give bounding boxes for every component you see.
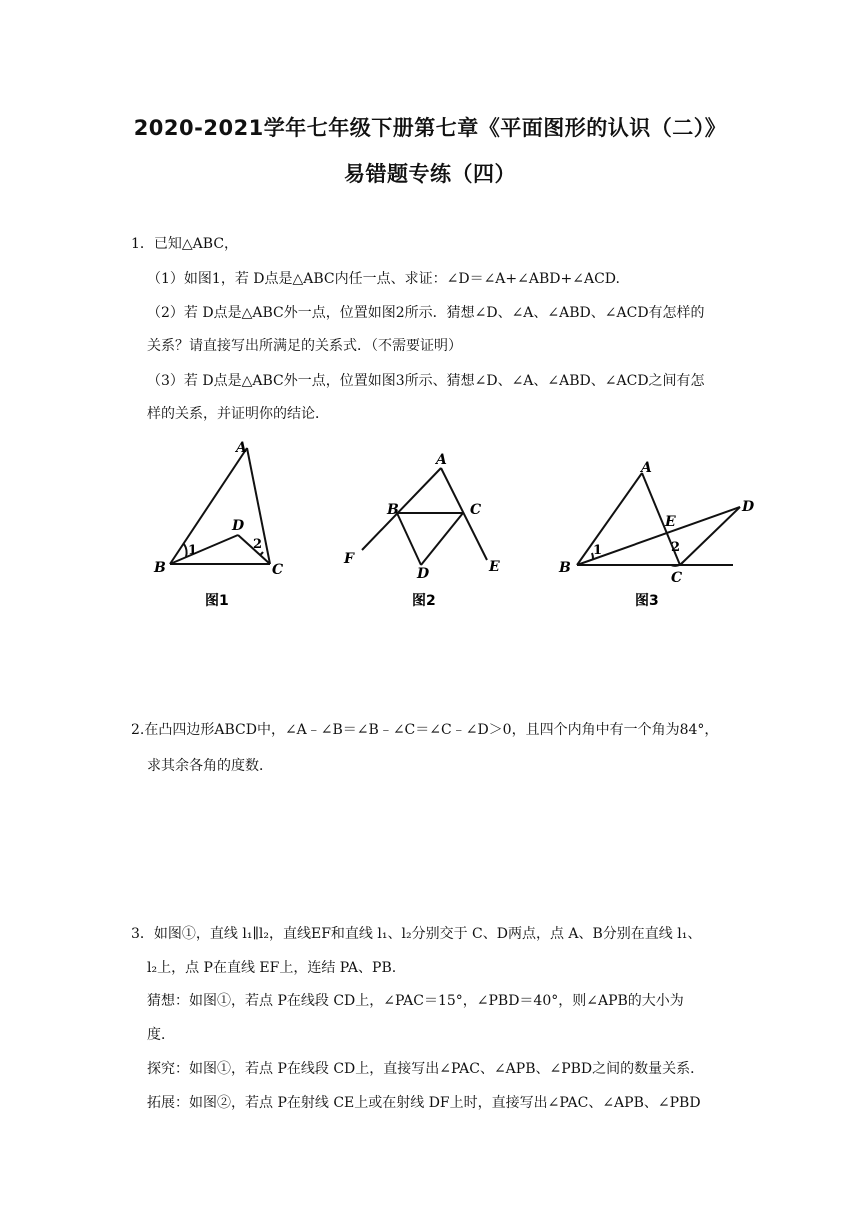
q3-explore: 探究：如图①，若点 P在线段 CD上，直接写出∠PAC、∠APB、∠PBD之间的数量关系． xyxy=(147,1061,705,1077)
q3-guess-unit: 度． xyxy=(147,1027,175,1043)
fig3-label-B: B xyxy=(559,560,571,576)
fig3-caption: 图3 xyxy=(635,593,659,609)
q1-part2-line1: （2）若 D点是△ABC外一点，位置如图2所示．猜想∠D、∠A、∠ABD、∠ACD有怎样的 xyxy=(147,305,705,321)
fig3-label-A: A xyxy=(641,460,652,476)
fig2-label-D: D xyxy=(417,566,430,582)
q1-part3-line1: （3）若 D点是△ABC外一点，位置如图3所示、猜想∠D、∠A、∠ABD、∠ACD之间有怎 xyxy=(147,373,705,389)
fig1-label-B: B xyxy=(154,560,166,576)
q2-line2: 求其余各角的度数． xyxy=(147,758,273,774)
fig1-angle-2: 2 xyxy=(253,537,263,552)
q2-line1: 2.在凸四边形ABCD中，∠A﹣∠B＝∠B﹣∠C＝∠C﹣∠D＞0，且四个内角中有一个角为84°， xyxy=(131,722,719,738)
figure-3 xyxy=(555,455,765,620)
page-title-line1: 2020-2021学年七年级下册第七章《平面图形的认识（二）》 xyxy=(133,116,727,140)
fig3-label-C: C xyxy=(671,570,683,586)
fig1-caption: 图1 xyxy=(205,593,229,609)
fig1-label-C: C xyxy=(272,562,284,578)
q1-intro: 1．已知△ABC， xyxy=(131,236,239,252)
q3-line2: l₂上，点 P在直线 EF上，连结 PA、PB. xyxy=(147,960,397,976)
fig2-label-F: F xyxy=(344,551,354,567)
q1-part1: （1）如图1，若 D点是△ABC内任一点、求证：∠D＝∠A+∠ABD+∠ACD. xyxy=(147,271,620,287)
fig1-label-D: D xyxy=(232,518,245,534)
q3-line1: 3．如图①，直线 l₁∥l₂，直线EF和直线 l₁、l₂分别交于 C、D两点，点 A、B分别在直线 l₁、 xyxy=(131,926,702,942)
fig2-caption: 图2 xyxy=(412,593,436,609)
figure-1 xyxy=(140,432,300,617)
fig1-angle-1: 1 xyxy=(188,543,198,558)
fig2-label-C: C xyxy=(470,502,482,518)
q3-extend: 拓展：如图②，若点 P在射线 CE上或在射线 DF上时，直接写出∠PAC、∠APB、∠PBD xyxy=(147,1095,701,1111)
fig2-label-E: E xyxy=(489,559,500,575)
fig3-label-E: E xyxy=(665,514,676,530)
q1-part3-line2: 样的关系，并证明你的结论． xyxy=(147,406,329,422)
fig3-label-D: D xyxy=(742,499,755,515)
fig3-angle-2: 2 xyxy=(671,540,681,555)
fig3-angle-1: 1 xyxy=(593,543,603,558)
page-title-line2: 易错题专练（四） xyxy=(344,162,516,186)
fig2-label-A: A xyxy=(436,452,447,468)
q1-part2-line2: 关系？请直接写出所满足的关系式．（不需要证明） xyxy=(147,338,462,354)
fig1-label-A: A xyxy=(236,440,247,456)
q3-guess: 猜想：如图①，若点 P在线段 CD上，∠PAC＝15°，∠PBD＝40°，则∠APB的大小为 xyxy=(147,993,684,1009)
fig2-label-B: B xyxy=(387,502,399,518)
figure-2 xyxy=(335,448,520,618)
